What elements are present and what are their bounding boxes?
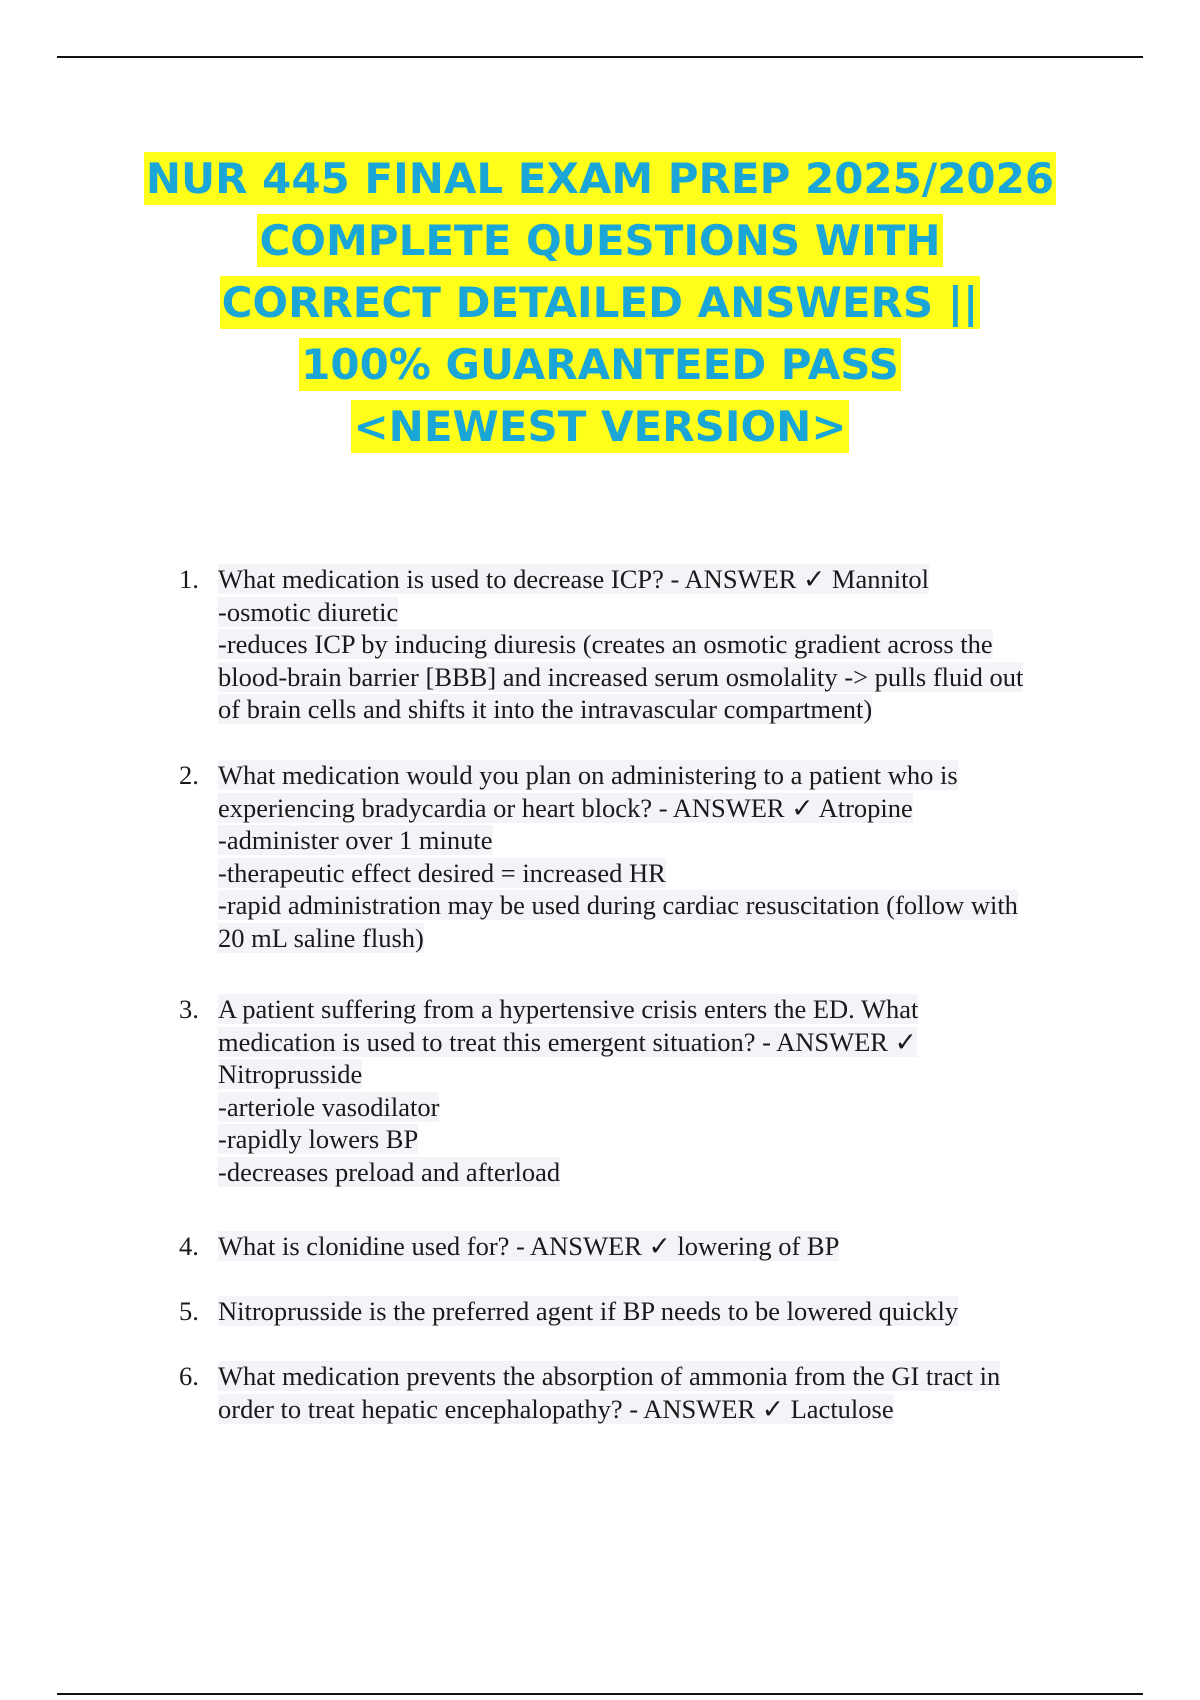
answer-line: 20 mL saline flush) (218, 922, 424, 953)
question-line: What medication prevents the absorption of ammonia from the GI tract in (218, 1361, 1001, 1391)
title-line-2: COMPLETE QUESTIONS WITH (259, 216, 941, 265)
question-body (218, 1295, 1098, 1328)
question-line: What medication would you plan on administering to a patient who is (218, 760, 958, 790)
question-line: medication is used to treat this emergent situation? - ANSWER ✓ (218, 1026, 917, 1057)
bottom-rule (57, 1693, 1143, 1695)
question-number: 2. (179, 760, 199, 790)
question-line: experiencing bradycardia or heart block? - ANSWER ✓ Atropine (218, 792, 913, 823)
title-line-4: 100% GUARANTEED PASS (301, 340, 899, 389)
question-line: order to treat hepatic encephalopathy? - ANSWER ✓ Lactulose (218, 1393, 894, 1424)
title-line-3: CORRECT DETAILED ANSWERS || (221, 278, 979, 327)
question-number: 1. (179, 564, 199, 594)
answer-line: -administer over 1 minute (218, 825, 493, 855)
question-line: What is clonidine used for? - ANSWER ✓ lowering of BP (218, 1231, 840, 1261)
answer-line: Nitroprusside (218, 1059, 363, 1089)
answer-line: -rapid administration may be used during cardiac resuscitation (follow with (218, 890, 1018, 920)
question-number: 3. (179, 994, 199, 1024)
question-body (218, 993, 1098, 1188)
question-line: What medication is used to decrease ICP? - ANSWER ✓ Mannitol (218, 564, 930, 594)
question-number: 4. (179, 1231, 199, 1261)
question-body (218, 563, 1098, 726)
question-body (218, 1360, 1098, 1425)
question-number: 6. (179, 1361, 199, 1391)
answer-line: -decreases preload and afterload (218, 1156, 561, 1187)
top-rule (57, 56, 1143, 58)
title-line-1: NUR 445 FINAL EXAM PREP 2025/2026 (145, 154, 1055, 203)
answer-line: -reduces ICP by inducing diuresis (creates an osmotic gradient across the (218, 629, 993, 659)
answer-line: blood-brain barrier [BBB] and increased serum osmolality -> pulls fluid out (218, 661, 1024, 692)
question-number: 5. (179, 1296, 199, 1326)
question-body (218, 759, 1098, 954)
answer-line: -osmotic diuretic (218, 596, 399, 627)
document-title (60, 148, 1140, 458)
title-line-5: <NEWEST VERSION> (353, 402, 847, 451)
question-line: Nitroprusside is the preferred agent if BP needs to be lowered quickly (218, 1296, 959, 1326)
answer-line: -therapeutic effect desired = increased HR (218, 857, 666, 888)
answer-line: -arteriole vasodilator (218, 1091, 440, 1122)
answer-line: -rapidly lowers BP (218, 1124, 419, 1154)
answer-line: of brain cells and shifts it into the intravascular compartment) (218, 694, 873, 724)
question-body (218, 1230, 1098, 1263)
question-line: A patient suffering from a hypertensive crisis enters the ED. What (218, 994, 919, 1024)
